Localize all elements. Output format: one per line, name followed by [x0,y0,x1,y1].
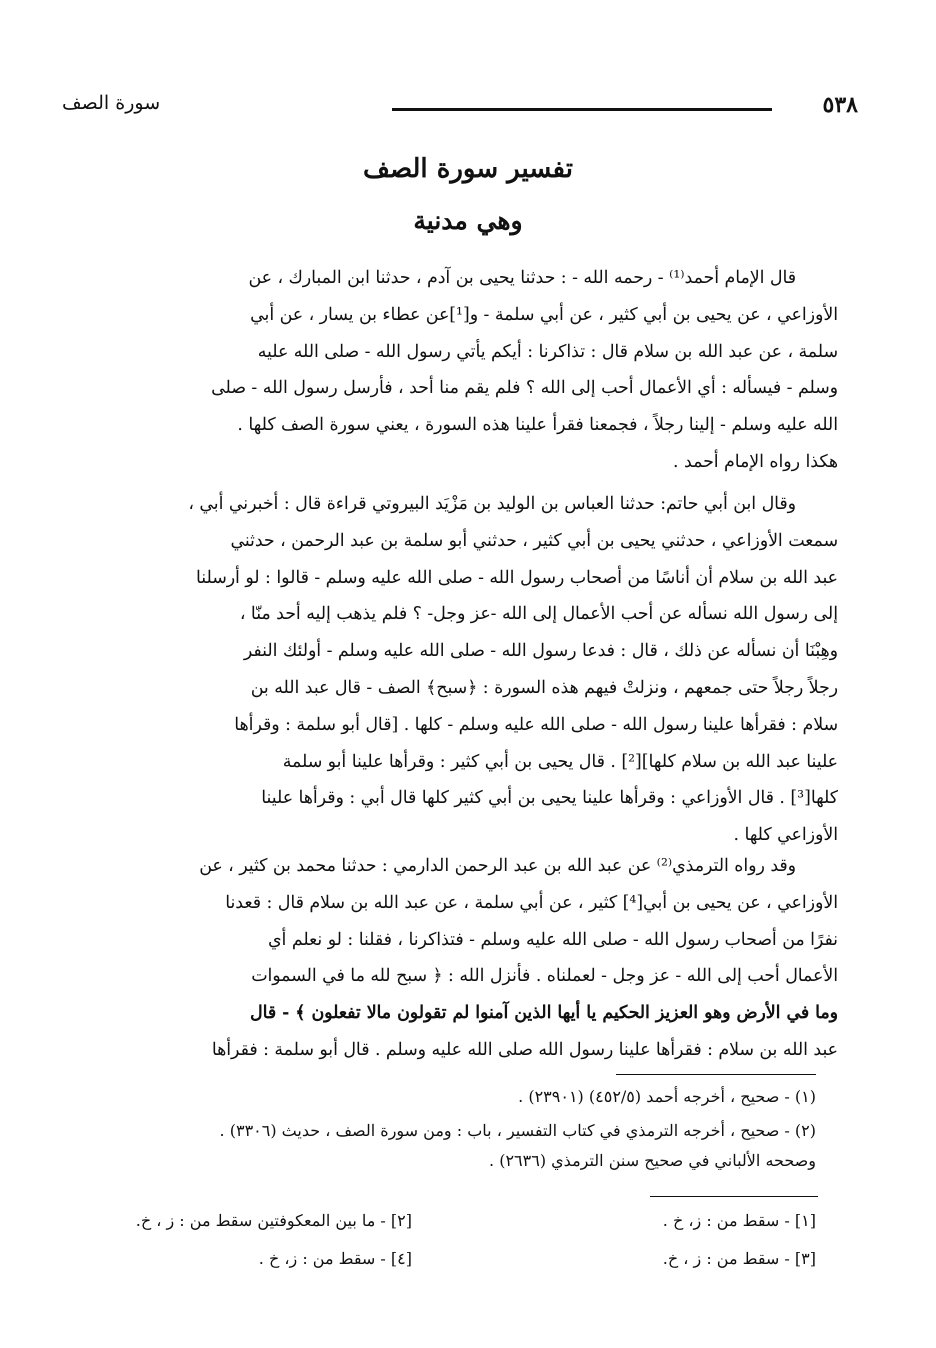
manuscript-note-4: [٤] - سقط من : ز، خ . [258,1249,412,1268]
text-line: الله عليه وسلم - إلينا رجلاً ، فجمعنا فقرأ علينا هذه السورة ، يعني سورة الصف كلها . [237,415,838,436]
text-line: وقد رواه الترمذي⁽²⁾ عن عبد الله بن عبد الرحمن الدارمي : حدثنا محمد بن كثير ، عن [199,856,796,876]
manuscript-note-3: [٣] - سقط من : ز ، خ. [662,1249,816,1268]
paragraph-1 [68,260,838,481]
text-line: علينا عبد الله بن سلام كلها][²] . قال يحيى بن أبي كثير : وقرأها علينا أبو سلمة [282,751,838,772]
notes-separator [650,1196,818,1197]
text-line: سلام : فقرأها علينا رسول الله - صلى الله عليه وسلم - كلها . [قال أبو سلمة : وقرأها [234,714,838,735]
text-line: إلى رسول الله نسأله عن أحب الأعمال إلى الله -عز وجل- ؟ فلم يذهب إليه أحد منّا ، [239,604,838,625]
footnote-separator [616,1074,816,1075]
text-line: الأوزاعي كلها . [733,825,838,846]
paragraph-2 [68,486,838,854]
chapter-subtitle: وهي مدنية [413,206,523,235]
manuscript-note-1: [١] - سقط من : ز، خ . [662,1211,816,1230]
text-line: كلها[³] . قال الأوزاعي : وقرأها علينا يحيى بن أبي كثير كلها قال أبي : وقرأها علينا [261,788,838,809]
footnote-1: (١) - صحيح ، أخرجه أحمد (٤٥٢/٥) (٢٣٩٠١) . [518,1087,816,1106]
text-line: الأوزاعي ، عن يحيى بن أبي[⁴] كثير ، عن أبي سلمة ، عن عبد الله بن سلام قال : قعدنا [225,892,838,913]
quran-verse-line: وما في الأرض وهو العزيز الحكيم يا أيها الذين آمنوا لم تقولون مالا تفعلون ﴾ - قال [250,1003,838,1024]
text-line: وقال ابن أبي حاتم: حدثنا العباس بن الوليد بن مَزْيَد البيروتي قراءة قال : أخبرني أبي ، [188,494,796,514]
text-line: عبد الله بن سلام أن أناسًا من أصحاب رسول الله - صلى الله عليه وسلم - قالوا : لو أرسلنا [196,567,838,588]
text-line: قال الإمام أحمد⁽¹⁾ - رحمه الله - : حدثنا يحيى بن آدم ، حدثنا ابن المبارك ، عن [248,268,796,288]
text-line: هكذا رواه الإمام أحمد . [673,451,838,472]
header-rule [392,108,772,111]
text-line: سمعت الأوزاعي ، حدثني يحيى بن أبي كثير ، حدثني أبو سلمة بن عبد الرحمن ، حدثني [230,530,838,551]
paragraph-3 [68,848,838,1069]
text-line: نفرًا من أصحاب رسول الله - صلى الله عليه وسلم - فتذاكرنا ، فقلنا : لو نعلم أي [268,929,838,950]
footnote-2-continuation: وصححه الألباني في صحيح سنن الترمذي (٢٦٣٦) . [489,1151,816,1170]
text-line: سلمة ، عن عبد الله بن سلام قال : تذاكرنا : أيكم يأتي رسول الله - صلى الله عليه [257,341,838,362]
text-line: الأوزاعي ، عن يحيى بن أبي كثير ، عن أبي سلمة - و[¹]عن عطاء بن يسار ، عن أبي [250,304,838,325]
text-line: الأعمال أحب إلى الله - عز وجل - لعملناه . فأنزل الله : ﴿ سبح لله ما في السموات [251,966,838,987]
text-line: وهِبْنَا أن نسأله عن ذلك ، قال : فدعا رسول الله - صلى الله عليه وسلم - أولئك النفر [243,641,838,662]
text-line: عبد الله بن سلام : فقرأها علينا رسول الله صلى الله عليه وسلم . قال أبو سلمة : فقرأها [211,1039,838,1060]
chapter-title: تفسير سورة الصف [363,154,573,184]
running-header-surah: سورة الصف [62,92,161,114]
text-line: رجلاً رجلاً حتى جمعهم ، ونزلتْ فيهم هذه السورة : ﴿سبح﴾ الصف - قال عبد الله بن [250,677,838,698]
footnote-2: (٢) - صحيح ، أخرجه الترمذي في كتاب التفسير ، باب : ومن سورة الصف ، حديث (٣٣٠٦) . [219,1121,816,1140]
manuscript-note-2: [٢] - ما بين المعكوفتين سقط من : ز ، خ. [135,1211,412,1230]
text-line: وسلم - فيسأله : أي الأعمال أحب إلى الله ؟ فلم يقم منا أحد ، فأرسل رسول الله - صلى [211,378,838,399]
page-number: ٥٣٨ [822,92,858,118]
